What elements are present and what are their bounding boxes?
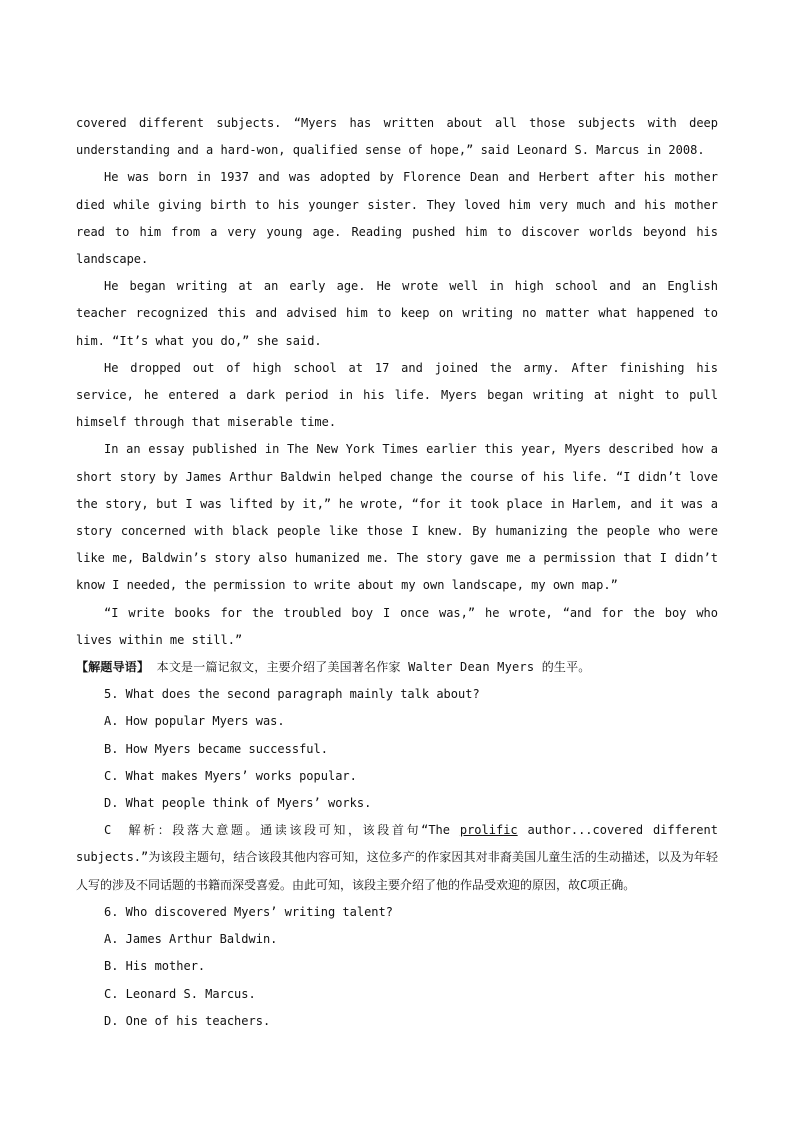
reading-guide	[76, 654, 718, 681]
q6-option-a: A. James Arthur Baldwin.	[104, 932, 278, 947]
question-6: 6. Who discovered Myers’ writing talent?	[104, 904, 393, 919]
question-5: 5. What does the second paragraph mainly talk about?	[104, 687, 480, 702]
document-page	[76, 110, 718, 1035]
q6-option-d: D. One of his teachers.	[104, 1013, 271, 1028]
paragraph-5: In an essay published in The New York Times earlier this year, Myers described how a short story by James Arthur Baldwin helped change the course of his life. “I didn’t love the story, but I was lifted by it,” he wrote, “for it took place in Harlem, and it was a story concerned with black people like those I knew. By humanizing the people who were like me, Baldwin’s story also humanized me. The story gave me a permission that I didn’t know I needed, the permission to write about my own landscape, my own map.”	[76, 442, 718, 593]
q5-analysis-post: author...covered different subjects.”为该段主题句，结合该段其他内容可知，这位多产的作家因其对非裔美国儿童生活的生动描述，以及为年轻人写的涉及不同话题的书籍而深受喜爱。由此可知，该段主要介绍了他的作品受欢迎的原因，故C项正确。	[76, 823, 718, 892]
q6-option-c: C. Leonard S. Marcus.	[104, 986, 256, 1001]
q5-option-d: D. What people think of Myers’ works.	[104, 796, 372, 811]
paragraph-6: “I write books for the troubled boy I once was,” he wrote, “and for the boy who lives within me still.”	[76, 605, 718, 647]
guide-text: 本文是一篇记叙文，主要介绍了美国著名作家 Walter Dean Myers 的生平。	[156, 660, 591, 675]
q5-option-b: B. How Myers became successful.	[104, 741, 328, 756]
paragraph-1: covered different subjects. “Myers has written about all those subjects with deep understanding and a hard-won, qualified sense of hope,” said Leonard S. Marcus in 2008.	[76, 116, 718, 158]
q6-option-b: B. His mother.	[104, 959, 206, 974]
paragraph-3: He began writing at an early age. He wrote well in high school and an English teacher recognized this and advised him to keep on writing no matter what happened to him. “It’s what you do,” she said.	[76, 279, 718, 348]
paragraph-2: He was born in 1937 and was adopted by Florence Dean and Herbert after his mother died while giving birth to his younger sister. They loved him very much and his mother read to him from a very young age. Reading pushed him to discover worlds beyond his landscape.	[76, 170, 718, 267]
paragraph-4: He dropped out of high school at 17 and joined the army. After finishing his service, he entered a dark period in his life. Myers began writing at night to pull himself through that miserable time.	[76, 360, 718, 430]
guide-tag: 【解题导语】	[76, 660, 150, 675]
q5-option-c: C. What makes Myers’ works popular.	[104, 768, 357, 783]
q5-analysis-pre: C 解析：段落大意题。通读该段可知，该段首句“The	[104, 823, 460, 838]
q5-analysis-underlined: prolific	[459, 823, 518, 838]
q5-option-a: A. How popular Myers was.	[104, 714, 285, 729]
q5-analysis	[76, 817, 718, 899]
